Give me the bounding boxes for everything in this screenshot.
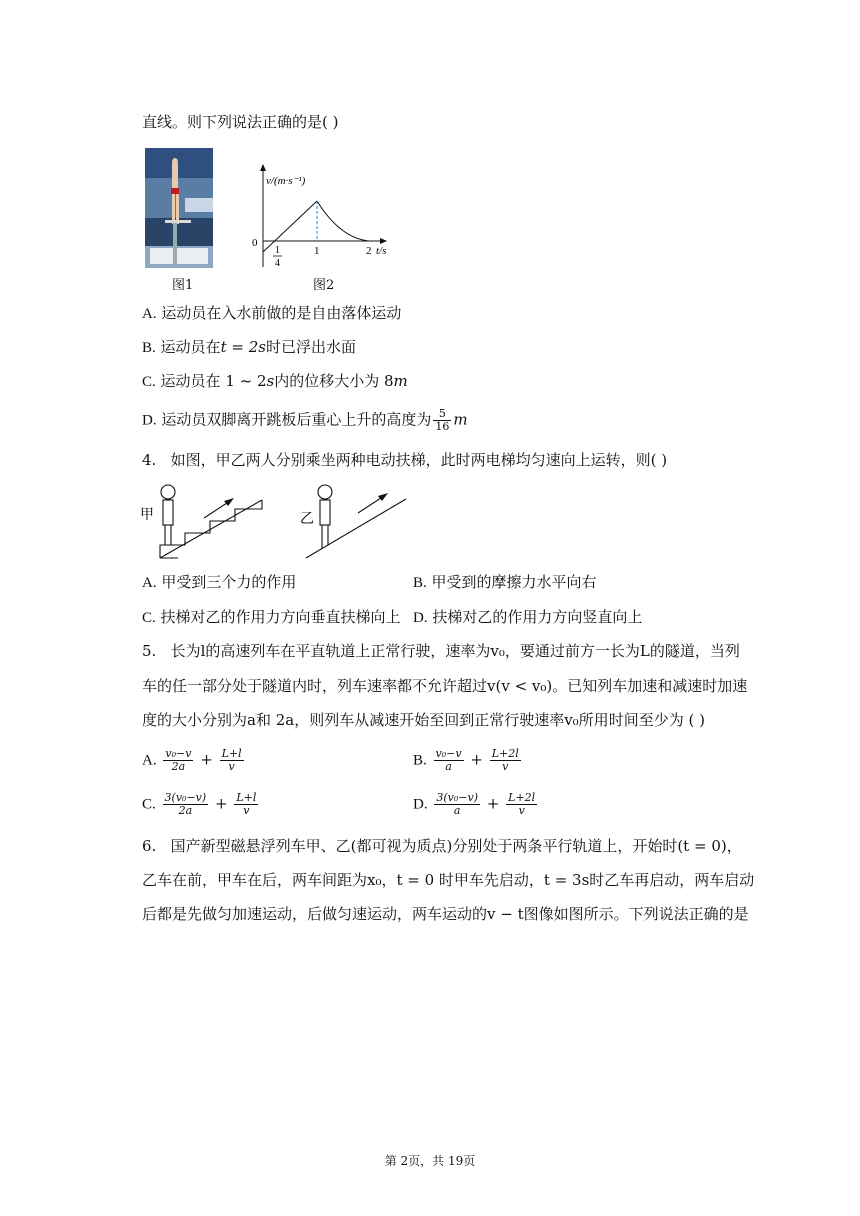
q6-line-2: 乙车在前，甲车在后，两车间距为x₀，t = 0 时甲车先启动，t = 3s时乙车再启动，两车启动 [142,871,755,889]
q4-option-d: D. 扶梯对乙的作用力方向竖直向上 [413,608,643,626]
graph-origin-label: 0 [252,237,258,249]
q6-line-1: 6. 国产新型磁悬浮列车甲、乙(都可视为质点)分别处于两条平行轨道上，开始时(t = 0)， [142,837,742,855]
q6-line-3: 后都是先做匀加速运动，后做匀速运动，两车运动的v − t图像如图所示。下列说法正确的是 [142,905,749,923]
page-footer: 第 2页，共 19页 [384,1154,476,1168]
graph-tick-quarter-den: 4 [275,258,280,269]
q3-option-c: C. 运动员在 1 ~ 2s内的位移大小为 8m [142,372,408,390]
graph-tick-2: 2 [366,245,372,257]
escalator-figure [138,483,418,563]
velocity-time-graph [245,162,395,272]
q4-option-a: A. 甲受到三个力的作用 [142,573,297,591]
graph-x-label: t/s [376,245,387,257]
q4-stem: 4. 如图，甲乙两人分别乘坐两种电动扶梯，此时两电梯均匀速向上运转，则( ) [142,451,668,469]
q4-option-c: C. 扶梯对乙的作用力方向垂直扶梯向上 [142,608,401,626]
q4-option-b: B. 甲受到的摩擦力水平向右 [413,573,597,591]
q5-line-2: 车的任一部分处于隧道内时，列车速率都不允许超过v(v < v₀)。已知列车加速和减速时加速 [142,677,748,695]
figure-2-caption: 图2 [313,278,335,293]
q3-option-b: B. 运动员在t = 2s时已浮出水面 [142,338,356,356]
graph-tick-1: 1 [314,245,320,257]
diver-photo [145,148,213,268]
person-b-label: 乙 [300,511,314,527]
q5-option-d: D. $\frac{\text{3(v₀−v)}}{a}$ + $\frac{L+2l}{v}$ [413,791,536,817]
q5-line-3: 度的大小分别为a和 2a，则列车从减速开始至回到正常行驶速率v₀所用时间至少为 ( ) [142,711,705,729]
figure-1-caption: 图1 [172,278,194,293]
q5-option-c: C. $\frac{\text{3(v₀−v)}}{2a}$ + $\frac{L+l}{v}$ [142,791,257,817]
q5-option-a: A. $\frac{\text{v₀−v}}{2a}$ + $\frac{L+l}{v}$ [142,747,242,773]
q5-line-1: 5. 长为l的高速列车在平直轨道上正常行驶，速率为v₀，要通过前方一长为L的隧道，当列 [142,642,740,660]
graph-tick-quarter-num: 1 [275,245,280,256]
q3-option-a: A. 运动员在入水前做的是自由落体运动 [142,304,402,322]
graph-y-label: v/(m·s⁻¹) [266,175,306,187]
q5-option-b: B. $\frac{\text{v₀−v}}{a}$ + $\frac{L+2l}{v}$ [413,747,519,773]
intro-line: 直线。则下列说法正确的是( ) [142,113,339,131]
q3-option-d: D. 运动员双脚离开跳板后重心上升的高度为 $\frac{5}{16}$ m [142,407,468,433]
person-a-label: 甲 [140,507,154,523]
